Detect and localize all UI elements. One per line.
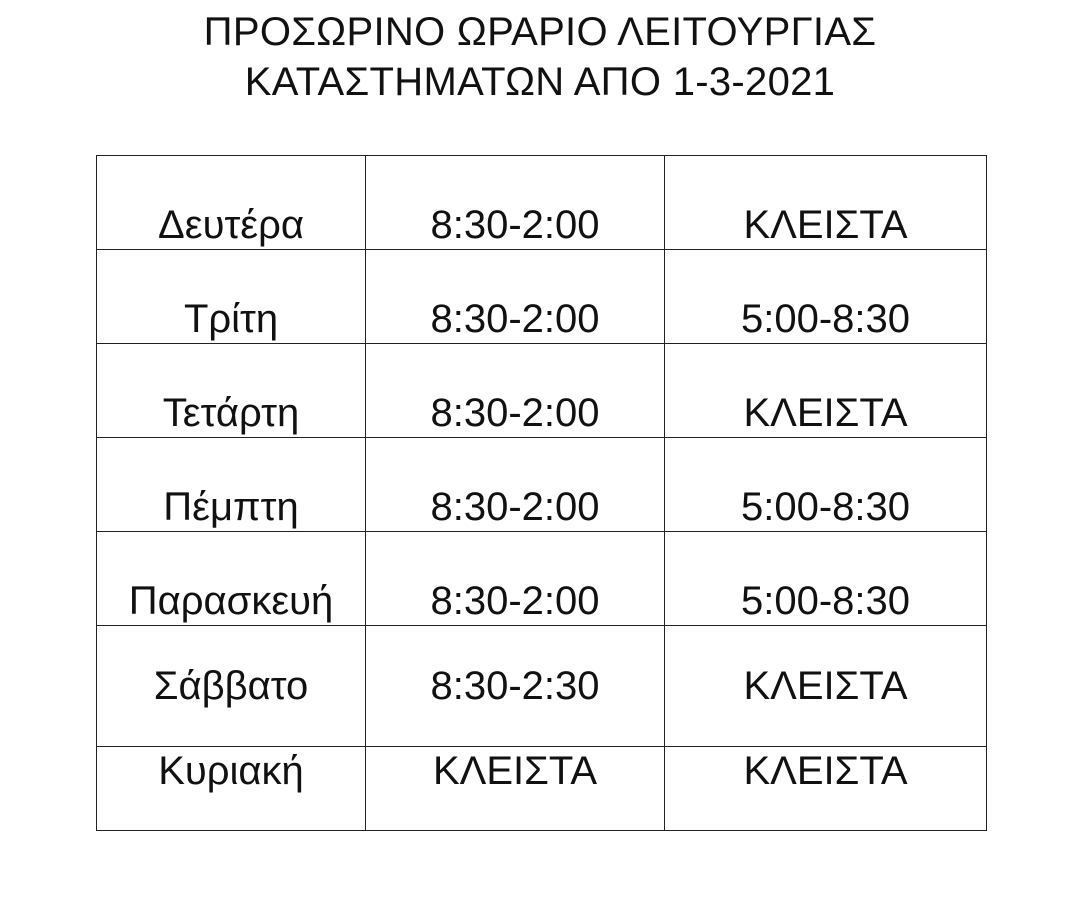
- evening-hours-cell: ΚΛΕΙΣΤΑ: [665, 626, 987, 747]
- day-cell: Τρίτη: [97, 250, 366, 344]
- table-row-tuesday: [97, 250, 987, 344]
- day-cell: Πέμπτη: [97, 438, 366, 532]
- day-cell: Παρασκευή: [97, 532, 366, 626]
- evening-hours-cell: 5:00-8:30: [665, 532, 987, 626]
- morning-hours-cell: 8:30-2:00: [366, 344, 665, 438]
- table-row-friday: [97, 532, 987, 626]
- page-title-line-2: ΚΑΤΑΣΤΗΜΑΤΩΝ ΑΠΟ 1-3-2021: [244, 60, 836, 104]
- evening-hours-cell: ΚΛΕΙΣΤΑ: [665, 747, 987, 831]
- page-title-line-1: ΠΡΟΣΩΡΙΝΟ ΩΡΑΡΙΟ ΛΕΙΤΟΥΡΓΙΑΣ: [203, 10, 877, 54]
- day-cell: Δευτέρα: [97, 156, 366, 250]
- morning-hours-cell: 8:30-2:30: [366, 626, 665, 747]
- evening-hours-cell: ΚΛΕΙΣΤΑ: [665, 344, 987, 438]
- table-row-thursday: [97, 438, 987, 532]
- evening-hours-cell: ΚΛΕΙΣΤΑ: [665, 156, 987, 250]
- morning-hours-cell: ΚΛΕΙΣΤΑ: [366, 747, 665, 831]
- day-cell: Σάββατο: [97, 626, 366, 747]
- morning-hours-cell: 8:30-2:00: [366, 532, 665, 626]
- evening-hours-cell: 5:00-8:30: [665, 250, 987, 344]
- table-row-monday: [97, 156, 987, 250]
- table-row-sunday: [97, 747, 987, 831]
- day-cell: Κυριακή: [97, 747, 366, 831]
- evening-hours-cell: 5:00-8:30: [665, 438, 987, 532]
- morning-hours-cell: 8:30-2:00: [366, 156, 665, 250]
- table-row-saturday: [97, 626, 987, 747]
- day-cell: Τετάρτη: [97, 344, 366, 438]
- morning-hours-cell: 8:30-2:00: [366, 250, 665, 344]
- opening-hours-table: [96, 155, 987, 831]
- morning-hours-cell: 8:30-2:00: [366, 438, 665, 532]
- table-row-wednesday: [97, 344, 987, 438]
